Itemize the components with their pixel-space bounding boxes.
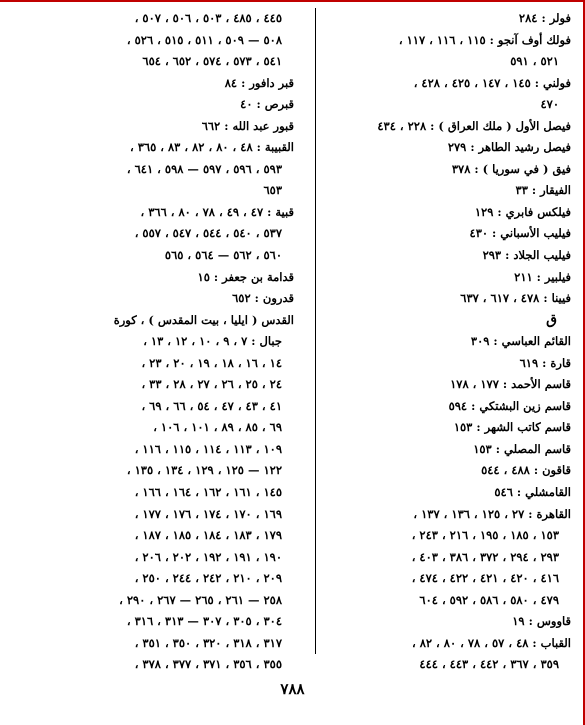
index-entry: القامشلي : ٥٤٦ [494, 485, 571, 500]
index-entry-continuation: ٤٧٠ [540, 97, 559, 112]
index-entry: فيليب الأسباني : ٤٣٠ [469, 226, 571, 241]
index-entry: قاسم كاتب الشهر : ١٥٣ [453, 420, 571, 435]
index-entry-continuation: ٥٩٣ ، ٥٩٦ ، ٥٩٧ — ٥٩٨ ، ٦٤١ ، [126, 161, 282, 176]
index-entry: فيلكس فابري : ١٢٩ [474, 204, 571, 219]
index-entry: القاهرة : ٢٧ ، ١٢٥ ، ١٣٦ ، ١٣٧ ، [413, 506, 571, 521]
index-entry-continuation: ٥٤١ ، ٥٧٣ ، ٥٧٤ ، ٦٥٢ ، ٦٥٤ [142, 54, 282, 69]
index-entry: قاسم زين البشتكي : ٥٩٤ [448, 398, 571, 413]
index-entry-continuation: ٦٥٣ [263, 183, 282, 198]
index-entry-continuation: ١٠٩ ، ١١٣ ، ١١٤ ، ١١٥ ، ١١٦ ، [134, 441, 282, 456]
index-entry: قبرص : ٤٠ [240, 97, 294, 112]
index-entry: فولني : ١٤٥ ، ١٤٧ ، ٤٢٥ ، ٤٢٨ ، [413, 75, 571, 90]
index-entry-continuation: ٣٥٩ ، ٣٦٧ ، ٤٤٢ ، ٤٤٣ ، ٤٤٤ [419, 657, 559, 672]
index-entry: قارة : ٦١٩ [519, 355, 571, 370]
index-entry-continuation: ٥٠٨ — ٥٠٩ ، ٥١١ ، ٥١٥ ، ٥٢٦ ، [126, 32, 282, 47]
index-column-right [313, 8, 571, 676]
index-entry: القباب : ٤٨ ، ٥٧ ، ٧٨ ، ٨٠ ، ٨٢ ، [411, 635, 571, 650]
border-line [0, 0, 585, 2]
index-entry-continuation: ٢٤ ، ٢٥ ، ٢٦ ، ٢٧ ، ٢٨ ، ٣٣ ، [141, 377, 282, 392]
index-entry: قبور عبد الله : ٦٦٢ [201, 118, 294, 133]
index-entry-continuation: ١٧٩ ، ١٨٣ ، ١٨٤ ، ١٨٥ ، ١٨٧ ، [134, 528, 282, 543]
index-entry: قاسم الأحمد : ١٧٧ ، ١٧٨ [450, 377, 571, 392]
index-entry-continuation: ٤١ ، ٤٣ ، ٤٧ ، ٥٤ ، ٦٦ ، ٦٩ ، [141, 398, 282, 413]
index-entry-continuation: ١٥٣ ، ١٨٥ ، ١٩٥ ، ٢١٦ ، ٢٤٣ ، [411, 528, 559, 543]
index-entry: فيينا : ٤٧٨ ، ٦١٧ ، ٦٣٧ [460, 291, 571, 306]
index-entry: فولر : ٢٨٤ [518, 11, 571, 25]
index-entry: قبية : ٤٧ ، ٤٩ ، ٧٨ ، ٨٠ ، ٣٦٦ ، [140, 204, 294, 219]
index-entry-continuation: ٤١٦ ، ٤٢٠ ، ٤٢١ ، ٤٢٢ ، ٤٧٤ ، [411, 571, 559, 586]
index-entry: قدامة بن جعفر : ١٥ [197, 269, 294, 284]
index-entry: فولك أوف آنجو : ١١٥ ، ١١٦ ، ١١٧ ، [398, 32, 571, 47]
index-entry-continuation: جبال : ٧ ، ٩ ، ١٠ ، ١٢ ، ١٣ ، [143, 334, 282, 349]
index-column-left [26, 8, 294, 676]
index-entry-continuation: ١٤ ، ١٦ ، ١٨ ، ١٩ ، ٢٠ ، ٢٣ ، [141, 355, 282, 370]
index-entry: قدرون : ٦٥٢ [232, 291, 294, 306]
index-entry-continuation: ٤٧٩ ، ٥٨٠ ، ٥٨٦ ، ٥٩٢ ، ٦٠٤ [419, 592, 559, 607]
index-entry-continuation: ٣٥٥ ، ٣٥٦ ، ٣٧١ ، ٣٧٧ ، ٣٧٨ ، [134, 657, 282, 672]
index-entry-continuation: ٣١٧ ، ٣١٨ ، ٣٢٠ ، ٣٥٠ ، ٣٥١ ، [134, 635, 282, 650]
index-entry-continuation: ٥٢١ ، ٥٩١ [510, 54, 559, 69]
index-entry: قاووس : ١٩ [512, 614, 571, 629]
page-number: ٧٨٨ [280, 680, 305, 698]
index-entry: قاقون : ٤٨٨ ، ٥٤٤ [481, 463, 571, 478]
index-entry: قبر دافور : ٨٤ [224, 75, 294, 90]
index-entry-continuation: ١٤٥ ، ١٦١ ، ١٦٢ ، ١٦٤ ، ١٦٦ ، [134, 485, 282, 500]
index-entry-continuation: ٢٥٨ — ٢٦١ ، ٢٦٥ — ٢٦٧ ، ٢٩٠ ، [119, 592, 282, 607]
index-entry-continuation: ١٩٠ ، ١٩١ ، ١٩٢ ، ٢٠٢ ، ٢٠٦ ، [134, 549, 282, 564]
index-entry: القائم العباسي : ٣٠٩ [470, 334, 571, 349]
index-entry-continuation: ٣٠٤ ، ٣٠٥ ، ٣٠٧ — ٣١٣ ، ٣١٦ ، [126, 614, 282, 629]
index-entry-continuation: ٢٩٣ ، ٢٩٤ ، ٣٧٢ ، ٣٨٦ ، ٤٠٣ ، [411, 549, 559, 564]
index-entry: القدس ( ايليا ، بيت المقدس ) ، كورة [113, 312, 294, 327]
index-entry-continuation: ٥٦٠ ، ٥٦٢ — ٥٦٤ ، ٥٦٥ [164, 248, 282, 263]
column-divider [315, 8, 316, 654]
index-entry: فيلبير : ٢١١ [514, 269, 571, 284]
index-entry-continuation: ٢٠٩ ، ٢١٠ ، ٢٤٢ ، ٢٤٤ ، ٢٥٠ ، [134, 571, 282, 586]
index-entry-continuation: ١٦٩ ، ١٧٠ ، ١٧٤ ، ١٧٦ ، ١٧٧ ، [134, 506, 282, 521]
index-entry: فيق ( في سوريا ) : ٣٧٨ [451, 161, 571, 176]
index-entry-continuation: ٤٤٥ ، ٤٨٥ ، ٥٠٣ ، ٥٠٦ ، ٥٠٧ ، [134, 11, 282, 25]
index-entry-continuation: ٥٣٧ ، ٥٤٠ ، ٥٤٤ ، ٥٤٧ ، ٥٥٧ ، [134, 226, 282, 241]
index-entry: الفيقار : ٣٣ [515, 183, 571, 198]
index-entry: القبيبة : ٤٨ ، ٨٠ ، ٨٢ ، ٨٣ ، ٣٦٥ ، [130, 140, 294, 155]
index-entry: فيصل رشيد الطاهر : ٢٧٩ [447, 140, 571, 155]
letter-heading: ق [546, 311, 557, 328]
index-entry-continuation: ٦٩ ، ٨٥ ، ٨٩ ، ١٠١ ، ١٠٦ ، [153, 420, 282, 435]
index-entry: قاسم المصلي : ١٥٣ [473, 441, 571, 456]
index-entry: فيليب الجلاد : ٢٩٣ [482, 248, 571, 263]
index-entry-continuation: ١٢٢ — ١٢٥ ، ١٢٩ ، ١٣٤ ، ١٣٥ ، [126, 463, 282, 478]
index-entry: فيصل الأول ( ملك العراق ) : ٢٢٨ ، ٤٣٤ [377, 118, 571, 133]
